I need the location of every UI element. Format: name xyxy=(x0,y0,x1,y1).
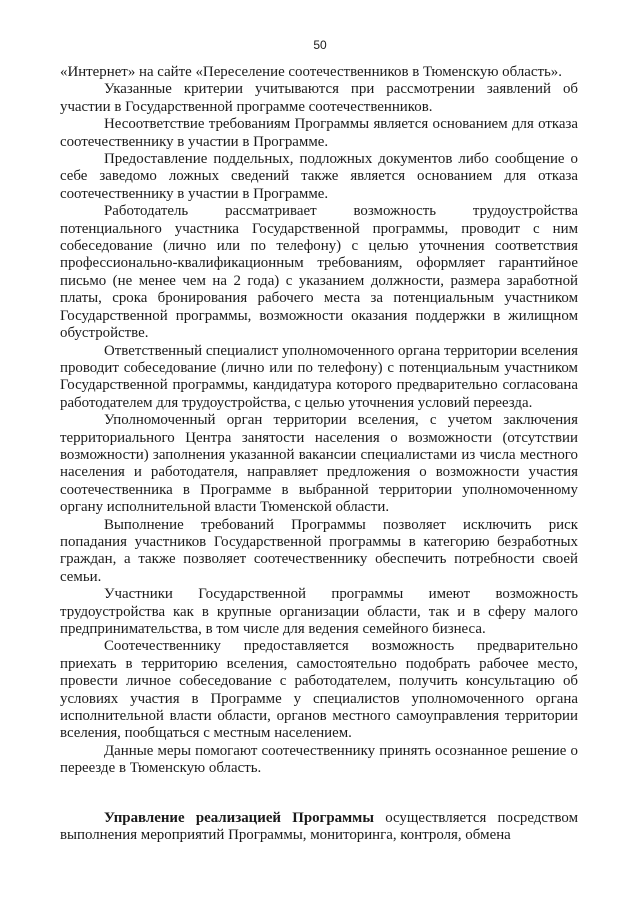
paragraph: Выполнение требований Программы позволяет исключить риск попадания участников Государственной программы в категорию безработных граждан, а также позволяет соотечественнику обеспечить потребности своей семьи. xyxy=(60,516,578,585)
paragraph: Предоставление поддельных, подложных документов либо сообщение о себе заведомо ложных сведений также является основанием для отказа соотечественнику в участии в Программе. xyxy=(60,151,578,202)
section-paragraph xyxy=(60,810,578,845)
paragraph: Данные меры помогают соотечественнику принять осознанное решение о переезде в Тюменскую область. xyxy=(60,742,578,777)
paragraph: Ответственный специалист уполномоченного органа территории вселения проводит собеседование (лично или по телефону) с потенциальным участником Государственной программы, кандидатура которого предварительно согласована работодателем для трудоустройства, с целью уточнения условий переезда. xyxy=(60,342,578,411)
paragraph: Работодатель рассматривает возможность трудоустройства потенциального участника Государственной программы, проводит с ним собеседование (лично или по телефону) с целью уточнения соответствия профессионально-квалификационным требованиям, оформляет гарантийное письмо (не менее чем на 2 года) с указанием должности, размера заработной платы, срока бронирования рабочего места за потенциальным участником Государственной программы, возможности оказания поддержки в жилищном обустройстве. xyxy=(60,203,578,342)
paragraph: Участники Государственной программы имеют возможность трудоустройства как в крупные организации области, так и в сферу малого предпринимательства, в том числе для ведения семейного бизнеса. xyxy=(60,586,578,637)
section-paragraph-text: осуществляется посредством выполнения мероприятий Программы, мониторинга, контроля, обмена xyxy=(60,809,578,844)
paragraph: Соотечественнику предоставляется возможность предварительно приехать в территорию вселения, самостоятельно подобрать рабочее место, провести личное собеседование с работодателем, получить консультацию об условиях участия в Программе у специалистов уполномоченного органа исполнительной власти области, органов местного самоуправления территории вселения, пообщаться с местным населением. xyxy=(60,638,578,742)
paragraph: Уполномоченный орган территории вселения, с учетом заключения территориального Центра занятости населения о возможности (отсутствии возможности) заполнения указанной вакансии специалистами из числа местного населения и работодателя, направляет предложения о возможности участия соотечественника в Программе в выбранной территории уполномоченному органу исполнительной власти Тюменской области. xyxy=(60,412,578,516)
paragraph: Несоответствие требованиям Программы является основанием для отказа соотечественнику в участии в Программе. xyxy=(60,116,578,150)
document-body xyxy=(60,64,578,844)
paragraph: «Интернет» на сайте «Переселение соотечественников в Тюменскую область». xyxy=(60,64,562,80)
page-number: 50 xyxy=(313,38,327,52)
paragraph: Указанные критерии учитываются при рассмотрении заявлений об участии в Государственной программе соотечественников. xyxy=(60,81,578,115)
section-heading-inline: Управление реализацией Программы xyxy=(104,809,374,826)
